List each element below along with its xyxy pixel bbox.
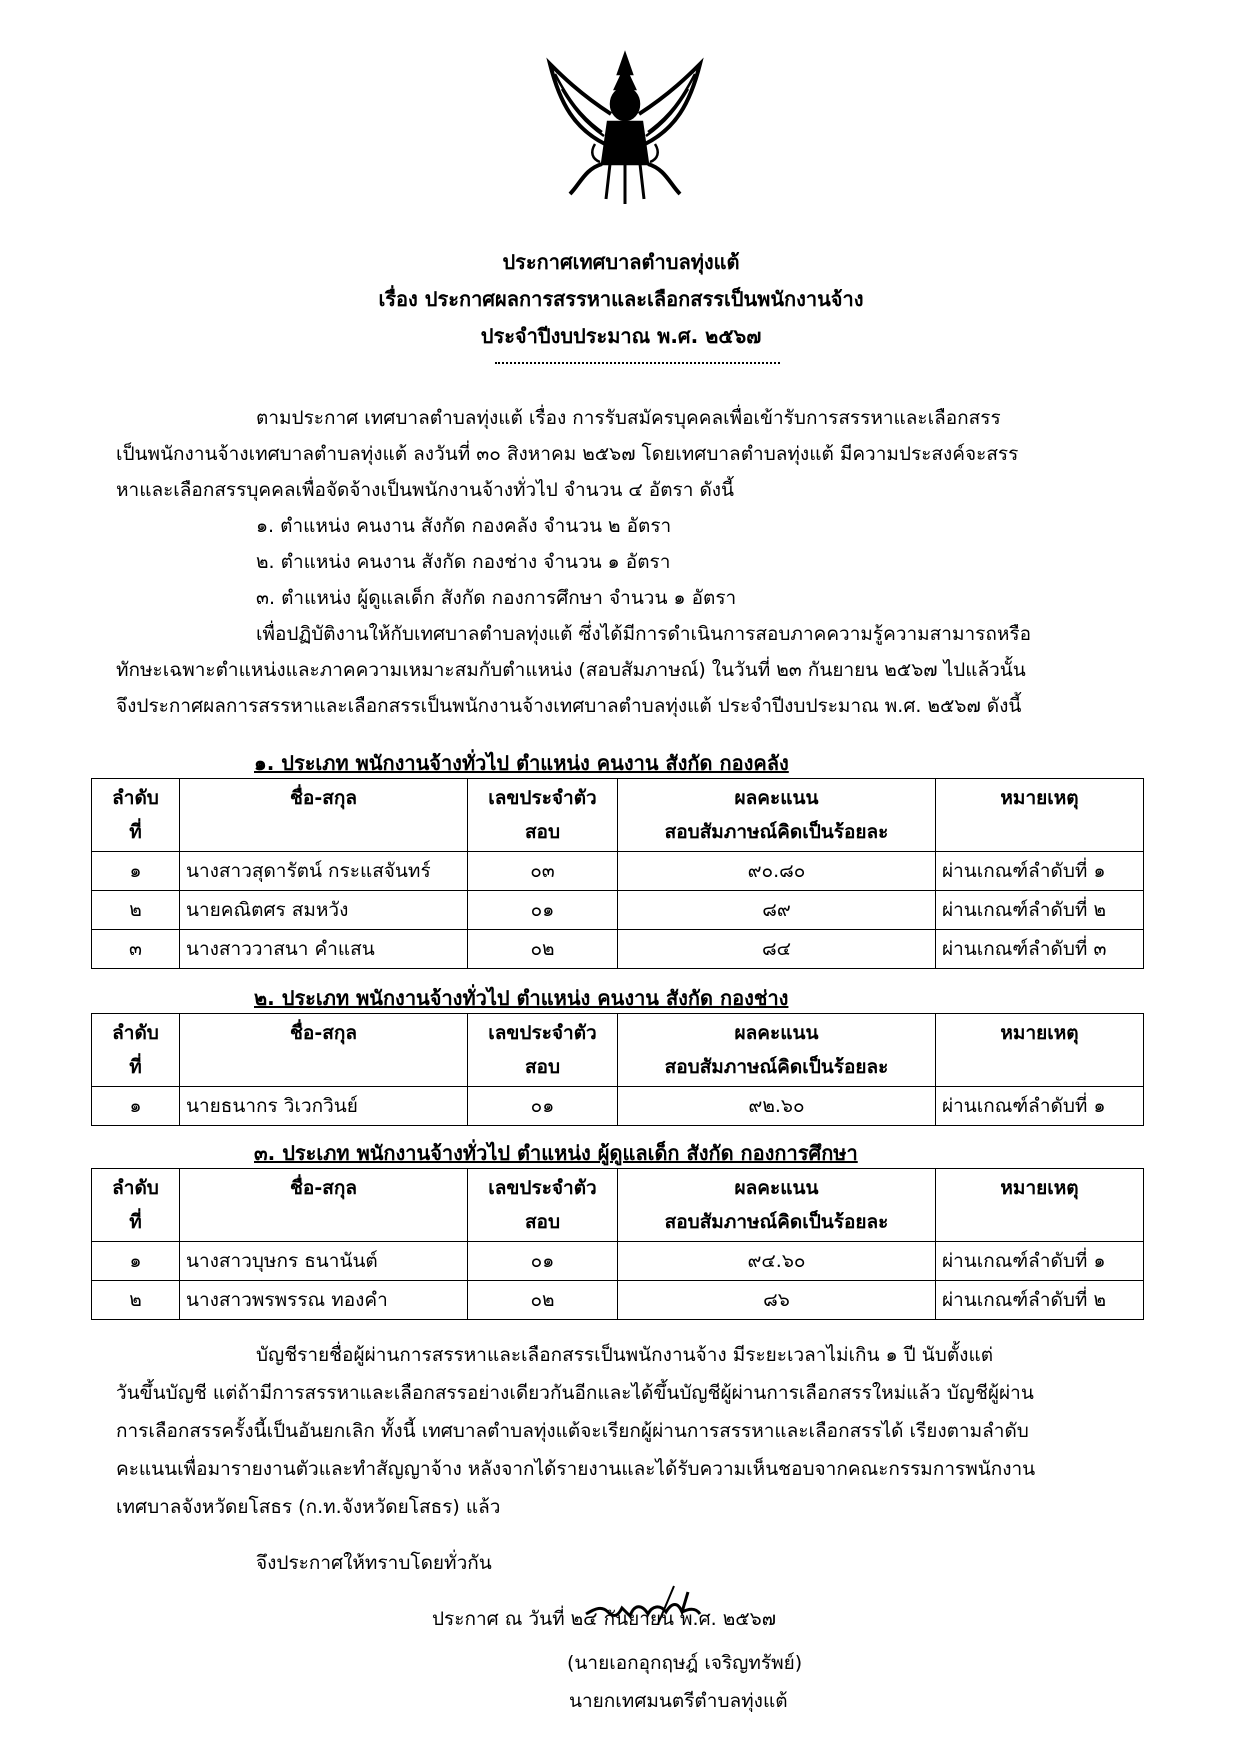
- purpose-line-2: ทักษะเฉพาะตำแหน่งและภาคความเหมาะสมกับตำแหน่ง (สอบสัมภาษณ์) ในวันที่ ๒๓ กันยายน ๒๕๖๗ ไปแล้วนั้น: [116, 659, 1026, 681]
- cell-score: ๘๖: [618, 1281, 936, 1320]
- col-header-order: ลำดับ ที่: [92, 1014, 180, 1087]
- col-header-remark: หมายเหตุ: [936, 779, 1144, 852]
- cell-exam-id: ๐๑: [468, 891, 618, 930]
- cell-score: ๘๙: [618, 891, 936, 930]
- closing-line-4: คะแนนเพื่อมารายงานตัวและทำสัญญาจ้าง หลังจากได้รายงานและได้รับความเห็นชอบจากคณะกรรมการพนักงาน: [116, 1458, 1036, 1480]
- closing-line-5: เทศบาลจังหวัดยโสธร (ก.ท.จังหวัดยโสธร) แล้ว: [116, 1496, 501, 1518]
- section-title: ๒. ประเภท พนักงานจ้างทั่วไป ตำแหน่ง คนงาน สังกัด กองช่าง: [254, 986, 789, 1010]
- cell-remark: ผ่านเกณฑ์ลำดับที่ ๓: [936, 930, 1144, 969]
- cell-name: นายคณิตศร สมหวัง: [180, 891, 468, 930]
- section-title: ๓. ประเภท พนักงานจ้างทั่วไป ตำแหน่ง ผู้ดูแลเด็ก สังกัด กองการศึกษา: [254, 1141, 858, 1165]
- announce-date: ประกาศ ณ วันที่ ๒๔ กันยายน พ.ศ. ๒๕๖๗: [432, 1608, 776, 1630]
- announce-line: จึงประกาศให้ทราบโดยทั่วกัน: [256, 1552, 492, 1574]
- cell-score: ๙๔.๖๐: [618, 1242, 936, 1281]
- cell-score: ๙๐.๘๐: [618, 852, 936, 891]
- divider: [495, 362, 780, 364]
- cell-name: นายธนากร วิเวกวินย์: [180, 1087, 468, 1126]
- col-header-order: ลำดับ ที่: [92, 1169, 180, 1242]
- col-header-name: ชื่อ-สกุล: [180, 1169, 468, 1242]
- cell-exam-id: ๐๒: [468, 1281, 618, 1320]
- closing-line-3: การเลือกสรรครั้งนี้เป็นอันยกเลิก ทั้งนี้ เทศบาลตำบลทุ่งแต้จะเรียกผู้ผ่านการสรรหาและเลือกสรรได้ เรียงตามลำดับ: [116, 1420, 1029, 1442]
- col-header-exam-id: เลขประจำตัว สอบ: [468, 1169, 618, 1242]
- cell-score: ๙๒.๖๐: [618, 1087, 936, 1126]
- table-row: [92, 930, 1144, 969]
- position-item: ๒. ตำแหน่ง คนงาน สังกัด กองช่าง จำนวน ๑ อัตรา: [256, 551, 671, 573]
- cell-order: ๒: [92, 891, 180, 930]
- intro-line-3: หาและเลือกสรรบุคคลเพื่อจัดจ้างเป็นพนักงานจ้างทั่วไป จำนวน ๔ อัตรา ดังนี้: [116, 479, 735, 501]
- results-table: [91, 1013, 1144, 1126]
- section-title: ๑. ประเภท พนักงานจ้างทั่วไป ตำแหน่ง คนงาน สังกัด กองคลัง: [254, 751, 789, 775]
- cell-exam-id: ๐๓: [468, 852, 618, 891]
- col-header-score: ผลคะแนน สอบสัมภาษณ์คิดเป็นร้อยละ: [618, 1169, 936, 1242]
- col-header-remark: หมายเหตุ: [936, 1169, 1144, 1242]
- fiscal-year: ประจำปีงบประมาณ พ.ศ. ๒๕๖๗: [480, 324, 762, 348]
- garuda-emblem-icon: [540, 44, 710, 214]
- signer-name: (นายเอกอุกฤษฎ์ เจริญทรัพย์): [567, 1652, 803, 1674]
- col-header-order: ลำดับ ที่: [92, 779, 180, 852]
- purpose-line-1: เพื่อปฏิบัติงานให้กับเทศบาลตำบลทุ่งแต้ ซึ่งได้มีการดำเนินการสอบภาคความรู้ความสามารถหรือ: [256, 623, 1031, 645]
- results-table: [91, 778, 1144, 969]
- cell-exam-id: ๐๑: [468, 1087, 618, 1126]
- position-item: ๑. ตำแหน่ง คนงาน สังกัด กองคลัง จำนวน ๒ อัตรา: [256, 515, 672, 537]
- cell-order: ๑: [92, 852, 180, 891]
- cell-order: ๓: [92, 930, 180, 969]
- results-table: [91, 1168, 1144, 1320]
- table-header-row: [92, 779, 1144, 852]
- cell-remark: ผ่านเกณฑ์ลำดับที่ ๒: [936, 891, 1144, 930]
- cell-name: นางสาวพรพรรณ ทองคำ: [180, 1281, 468, 1320]
- table-row: [92, 1242, 1144, 1281]
- cell-name: นางสาวสุดารัตน์ กระแสจันทร์: [180, 852, 468, 891]
- col-header-name: ชื่อ-สกุล: [180, 1014, 468, 1087]
- table-header-row: [92, 1014, 1144, 1087]
- col-header-score: ผลคะแนน สอบสัมภาษณ์คิดเป็นร้อยละ: [618, 779, 936, 852]
- cell-exam-id: ๐๒: [468, 930, 618, 969]
- cell-name: นางสาววาสนา คำแสน: [180, 930, 468, 969]
- col-header-name: ชื่อ-สกุล: [180, 779, 468, 852]
- cell-name: นางสาวบุษกร ธนานันต์: [180, 1242, 468, 1281]
- cell-remark: ผ่านเกณฑ์ลำดับที่ ๑: [936, 1242, 1144, 1281]
- signature-icon: [578, 1582, 728, 1632]
- announcement-subject: เรื่อง ประกาศผลการสรรหาและเลือกสรรเป็นพนักงานจ้าง: [378, 287, 864, 311]
- cell-order: ๑: [92, 1087, 180, 1126]
- table-row: [92, 852, 1144, 891]
- closing-line-2: วันขึ้นบัญชี แต่ถ้ามีการสรรหาและเลือกสรรอย่างเดียวกันอีกและได้ขึ้นบัญชีผู้ผ่านการเลือกสรรใหม่แล้ว บัญชีผู้ผ่าน: [116, 1382, 1034, 1404]
- cell-remark: ผ่านเกณฑ์ลำดับที่ ๒: [936, 1281, 1144, 1320]
- cell-score: ๘๔: [618, 930, 936, 969]
- table-row: [92, 1087, 1144, 1126]
- col-header-exam-id: เลขประจำตัว สอบ: [468, 779, 618, 852]
- cell-exam-id: ๐๑: [468, 1242, 618, 1281]
- col-header-score: ผลคะแนน สอบสัมภาษณ์คิดเป็นร้อยละ: [618, 1014, 936, 1087]
- cell-order: ๒: [92, 1281, 180, 1320]
- cell-remark: ผ่านเกณฑ์ลำดับที่ ๑: [936, 852, 1144, 891]
- signer-position: นายกเทศมนตรีตำบลทุ่งแต้: [569, 1690, 788, 1712]
- table-row: [92, 1281, 1144, 1320]
- closing-line-1: บัญชีรายชื่อผู้ผ่านการสรรหาและเลือกสรรเป็นพนักงานจ้าง มีระยะเวลาไม่เกิน ๑ ปี นับตั้งแต่: [256, 1344, 994, 1366]
- intro-line-2: เป็นพนักงานจ้างเทศบาลตำบลทุ่งแต้ ลงวันที่ ๓๐ สิงหาคม ๒๕๖๗ โดยเทศบาลตำบลทุ่งแต้ มีความประสงค์จะสรร: [116, 443, 1019, 465]
- table-row: [92, 891, 1144, 930]
- intro-line-1: ตามประกาศ เทศบาลตำบลทุ่งแต้ เรื่อง การรับสมัครบุคคลเพื่อเข้ารับการสรรหาและเลือกสรร: [256, 407, 1001, 429]
- col-header-exam-id: เลขประจำตัว สอบ: [468, 1014, 618, 1087]
- cell-order: ๑: [92, 1242, 180, 1281]
- position-item: ๓. ตำแหน่ง ผู้ดูแลเด็ก สังกัด กองการศึกษา จำนวน ๑ อัตรา: [256, 587, 737, 609]
- announcement-header: ประกาศเทศบาลตำบลทุ่งแต้: [502, 250, 740, 274]
- purpose-line-3: จึงประกาศผลการสรรหาและเลือกสรรเป็นพนักงานจ้างเทศบาลตำบลทุ่งแต้ ประจำปีงบประมาณ พ.ศ. ๒๕๖๗ ดังนี้: [116, 695, 1022, 717]
- col-header-remark: หมายเหตุ: [936, 1014, 1144, 1087]
- cell-remark: ผ่านเกณฑ์ลำดับที่ ๑: [936, 1087, 1144, 1126]
- table-header-row: [92, 1169, 1144, 1242]
